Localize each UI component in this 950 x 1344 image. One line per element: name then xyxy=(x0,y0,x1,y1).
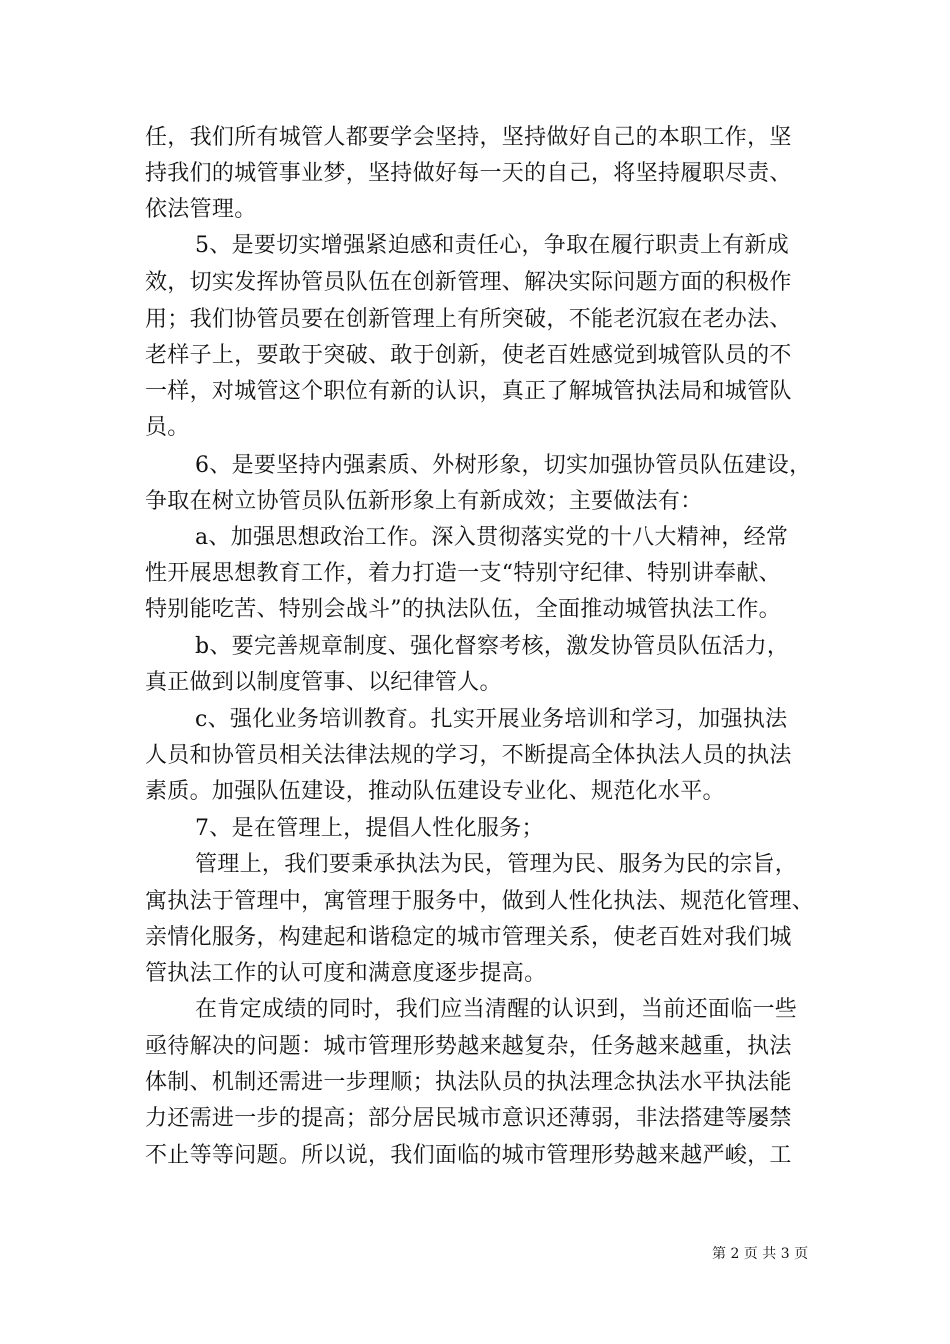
text-line: 不止等等问题。所以说，我们面临的城市管理形势越来越严峻，工 xyxy=(145,1143,792,1168)
text-line: 效，切实发挥协管员队伍在创新管理、解决实际问题方面的积极作 xyxy=(145,270,792,295)
text-line: 体制、机制还需进一步理顺；执法队员的执法理念执法水平执法能 xyxy=(145,1070,792,1095)
text-line: 真正做到以制度管事、以纪律管人。 xyxy=(145,670,502,695)
text-line: 6、是要坚持内强素质、外树形象，切实加强协管员队伍建设， xyxy=(195,453,812,478)
text-line: 亟待解决的问题：城市管理形势越来越复杂，任务越来越重，执法 xyxy=(145,1034,792,1059)
text-line: 管理上，我们要秉承执法为民，管理为民、服务为民的宗旨， xyxy=(195,852,798,877)
text-line: 用；我们协管员要在创新管理上有所突破，不能老沉寂在老办法、 xyxy=(145,307,792,332)
text-line: 7、是在管理上，提倡人性化服务； xyxy=(195,816,544,841)
text-line: 寓执法于管理中，寓管理于服务中，做到人性化执法、规范化管理、 xyxy=(145,889,815,914)
text-line: 亲情化服务，构建起和谐稳定的城市管理关系，使老百姓对我们城 xyxy=(145,925,792,950)
text-line: 人员和协管员相关法律法规的学习，不断提高全体执法人员的执法 xyxy=(145,743,792,768)
text-line: 员。 xyxy=(145,415,190,440)
text-line: 持我们的城管事业梦，坚持做好每一天的自己，将坚持履职尽责、 xyxy=(145,161,792,186)
text-line: 依法管理。 xyxy=(145,197,257,222)
page-number: 第 2 页 共 3 页 xyxy=(712,1246,809,1262)
text-line: 一样，对城管这个职位有新的认识，真正了解城管执法局和城管队 xyxy=(145,379,792,404)
text-line: 管执法工作的认可度和满意度逐步提高。 xyxy=(145,961,547,986)
text-line: 在肯定成绩的同时，我们应当清醒的认识到，当前还面临一些 xyxy=(195,997,798,1022)
text-line: 素质。加强队伍建设，推动队伍建设专业化、规范化水平。 xyxy=(145,779,725,804)
text-line: 力还需进一步的提高；部分居民城市意识还薄弱，非法搭建等屡禁 xyxy=(145,1106,792,1131)
text-line: 任，我们所有城管人都要学会坚持，坚持做好自己的本职工作，坚 xyxy=(145,125,792,150)
text-line: 老样子上，要敢于突破、敢于创新，使老百姓感觉到城管队员的不 xyxy=(145,343,792,368)
text-line: 争取在树立协管员队伍新形象上有新成效；主要做法有： xyxy=(145,489,703,514)
text-line: 特别能吃苦、特别会战斗”的执法队伍，全面推动城管执法工作。 xyxy=(145,597,781,622)
text-line: a、加强思想政治工作。深入贯彻落实党的十八大精神，经常 xyxy=(195,525,789,550)
text-line: 5、是要切实增强紧迫感和责任心，争取在履行职责上有新成 xyxy=(195,233,790,258)
text-line: 性开展思想教育工作，着力打造一支“特别守纪律、特别讲奉献、 xyxy=(145,561,781,586)
text-line: b、要完善规章制度、强化督察考核，激发协管员队伍活力， xyxy=(195,634,790,659)
text-line: c、强化业务培训教育。扎实开展业务培训和学习，加强执法 xyxy=(195,707,788,732)
